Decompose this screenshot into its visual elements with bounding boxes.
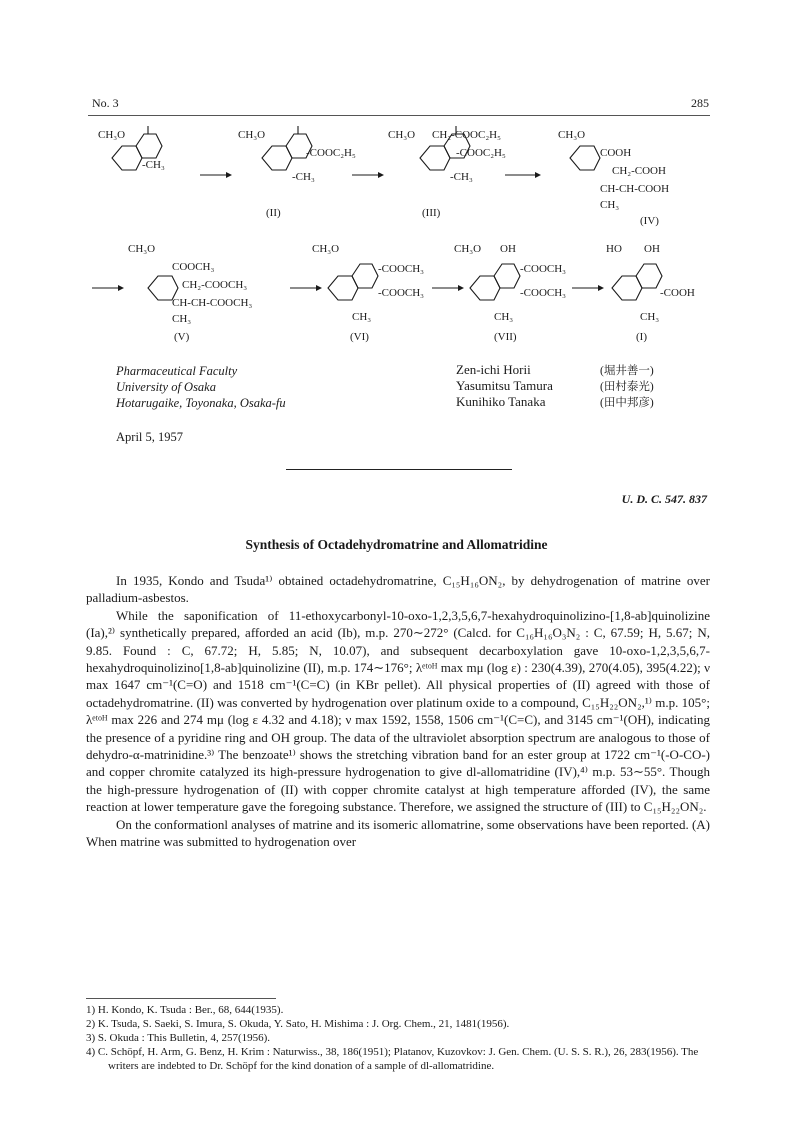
page-number: 285 [691, 96, 709, 110]
affiliation [116, 363, 286, 411]
s-r1c4-top: CH₃O [558, 129, 586, 141]
udc-code: U. D. C. 547. 837 [621, 492, 707, 506]
s-r1c2-label: (II) [266, 207, 281, 219]
footnote: 1) H. Kondo, K. Tsuda : Ber., 68, 644(1935). [86, 1004, 284, 1016]
author-name: Zen-ichi Horii [456, 362, 531, 377]
s-r2c2-label: (VI) [350, 331, 369, 343]
structure-r1-2 [262, 126, 312, 170]
s-r2c4-sub1: CH₃ [640, 311, 660, 323]
s-r2c4-top2: OH [644, 243, 660, 255]
s-r1c3-sub0: -COOC₂H₅ [456, 147, 506, 159]
author-name-jp: (田村泰光) [600, 381, 654, 393]
s-r2c1-top: CH₃O [128, 243, 156, 255]
s-r2c3-top: CH₃O [454, 243, 482, 255]
footnote-rule [86, 998, 276, 999]
article-title: Synthesis of Octadehydromatrine and Allomatridine [245, 537, 548, 552]
paragraph: On the conformationl analyses of matrine and its isomeric allomatrine, some observations have been reported. (A) When matrine was submitted to hydrogenation over [86, 816, 710, 850]
author-name: Yasumitsu Tamura [456, 378, 553, 393]
structure-r2-4 [612, 264, 662, 300]
s-r1c4-sub0: COOH [600, 147, 632, 159]
s-r2c3-top2: OH [500, 243, 516, 255]
s-r2c3-sub0: -COOCH₃ [520, 263, 567, 275]
s-r2c2-sub2: CH₃ [352, 311, 372, 323]
paragraph: While the saponification of 11-ethoxycarbonyl-10-oxo-1,2,3,5,6,7-hexahydroquinolizino-[1,8-ab]quinolizine (Ia),²⁾ synthetically prepared, afforded an acid (Ib), m.p. 270∼272° (Calcd. for C₁₆H₁₆O₃N₂ : C, 67.59; H, 5.67; N, 9.85. Found : C, 67.72; H, 5.85; N, 10.07), and subsequent decarboxylation gave 10-oxo-1,2,3,5,6,7-hexahydroquinolizino[1,8-ab]quinolizine (II), m.p. 174∼176°; λᵉᵗᵒᴴ max mμ (log ε) : 230(4.39), 270(4.05), 395(4.22); ν max 1647 cm⁻¹(C=O) and 1518 cm⁻¹(C=C) (in KBr pellet). All physical properties of (II) agreed with those of octadehydromatrine. (II) was converted by hydrogenation over platinum oxide to a compound, C₁₅H₂₂ON₂,¹⁾ m.p. 105°; λᵉᵗᵒᴴ max 226 and 274 mμ (log ε 4.32 and 4.18); ν max 1592, 1558, 1506 cm⁻¹(C=C), and 3145 cm⁻¹(OH), indicating the presence of a pyridine ring and OH group. The data of the ultraviolet absorption spectrum are analogous to those of dehydro-α-matrinidine.³⁾ The benzoate¹⁾ shows the stretching vibration band for an ester group at 1722 cm⁻¹(-O-CO-) and copper chromite catalyzed its high-pressure hydrogenation to give dl-allomatridine (IV),⁴⁾ m.p. 53∼55°. Though the high-pressure hydrogenation of (II) with copper chromite catalyst at high temperature afforded (IV), the same reaction at lower temperature gave the foregoing substance. Therefore, we assigned the structure of (III) to C₁₅H₂₂ON₂. [86, 607, 710, 815]
header-rule [88, 115, 710, 116]
s-r2c2-sub0: -COOCH₃ [378, 263, 425, 275]
s-r1c4-sub1: CH₂-COOH [612, 165, 666, 177]
structure-r2-2 [328, 264, 378, 300]
s-r1c2-sub0: -COOC₂H₅ [306, 147, 356, 159]
s-r1c2-sub1: -CH₃ [292, 171, 315, 183]
author-name-jp: (堀井善一) [600, 365, 654, 377]
structure-r2-3 [470, 264, 520, 300]
section-separator [286, 469, 512, 470]
s-r2c3-sub2: CH₃ [494, 311, 514, 323]
s-r2c1-label: (V) [174, 331, 190, 343]
footnote: 2) K. Tsuda, S. Saeki, S. Imura, S. Okuda, Y. Sato, H. Mishima : J. Org. Chem., 21, 1481(1956). [86, 1018, 510, 1030]
s-r1c3-top2: CH₂-COOC₂H₅ [432, 129, 501, 141]
affiliation-line: University of Osaka [116, 380, 216, 394]
affiliation-line: Hotarugaike, Toyonaka, Osaka-fu [116, 396, 286, 410]
article-body [86, 572, 710, 851]
journal-number: No. 3 [92, 96, 119, 110]
s-r1c2-top: CH₃O [238, 129, 266, 141]
received-date: April 5, 1957 [116, 430, 184, 444]
s-r2c3-label: (VII) [494, 331, 517, 343]
footnotes [86, 1003, 710, 1073]
s-r1c1-top: CH₃O [98, 129, 126, 141]
s-r1c4-sub3: CH₃ [600, 199, 620, 211]
authors [456, 362, 553, 410]
s-r1c4-sub2: CH-CH-COOH [600, 183, 670, 195]
s-r2c4-label: (I) [636, 331, 647, 343]
s-r2c4-sub0: -COOH [660, 287, 695, 299]
s-r2c2-top: CH₃O [312, 243, 340, 255]
affiliation-line: Pharmaceutical Faculty [116, 364, 238, 378]
s-r1c3-label: (III) [422, 207, 441, 219]
s-r2c2-sub1: -COOCH₃ [378, 287, 425, 299]
s-r2c3-sub1: -COOCH₃ [520, 287, 567, 299]
reaction-scheme [0, 120, 793, 350]
s-r2c1-sub1: CH₂-COOCH₃ [182, 279, 248, 291]
s-r2c4-top: HO [606, 243, 622, 255]
authors-japanese [600, 363, 654, 411]
paragraph: In 1935, Kondo and Tsuda¹⁾ obtained octadehydromatrine, C₁₅H₁₆ON₂, by dehydrogenation of matrine over palladium-asbestos. [86, 573, 710, 606]
s-r2c1-sub0: COOCH₃ [172, 261, 215, 273]
footnote: 3) S. Okuda : This Bulletin, 4, 257(1956). [86, 1032, 271, 1044]
s-r1c3-top: CH₃O [388, 129, 416, 141]
s-r1c4-label: (IV) [640, 215, 659, 227]
author-name: Kunihiko Tanaka [456, 394, 546, 409]
s-r1c3-sub1: -CH₃ [450, 171, 473, 183]
s-r2c1-sub2: CH-CH-COOCH₃ [172, 297, 253, 309]
s-r1c1-sub0: -CH₃ [142, 159, 165, 171]
s-r2c1-sub3: CH₃ [172, 313, 192, 325]
author-name-jp: (田中邦彦) [600, 397, 654, 409]
footnote: 4) C. Schöpf, H. Arm, G. Benz, H. Krim : Naturwiss., 38, 186(1951); Platanov, Kuzovkov: J. Gen. Chem. (U. S. S. R.), 26, 283(1956). The writers are indebted to Dr. Schöpf for the kind donation of a sample of dl-allomatridine. [86, 1046, 699, 1072]
structure-r1-4 [570, 146, 600, 170]
